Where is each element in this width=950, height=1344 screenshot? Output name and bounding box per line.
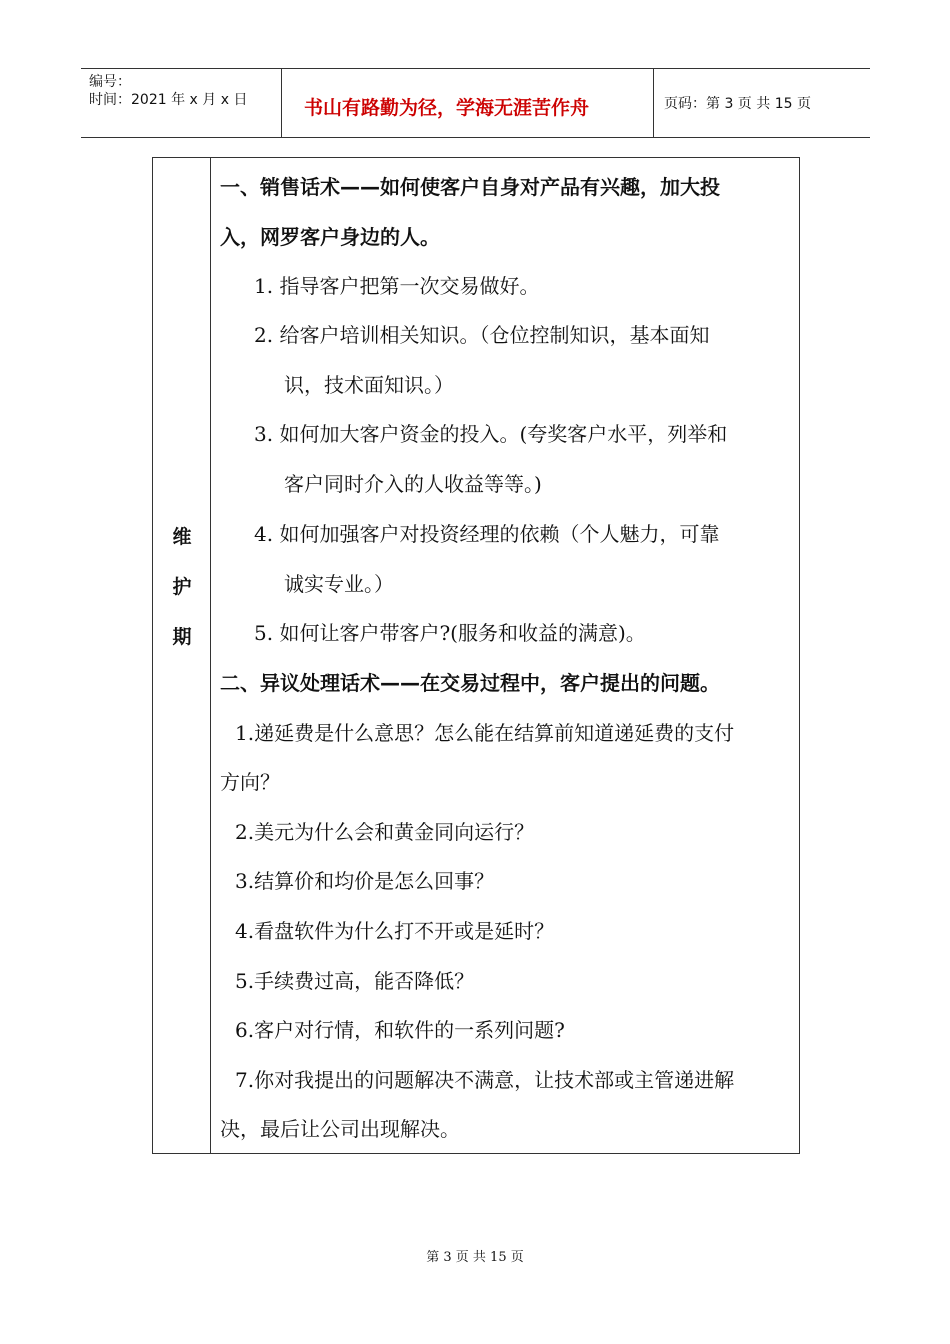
header-meta	[81, 69, 281, 137]
phase-char-3: 期	[172, 626, 192, 648]
list-item: 5. 如何让客户带客户?(服务和收益的满意)。	[254, 621, 646, 645]
section-2-title: 二、异议处理话术——在交易过程中，客户提出的问题。	[220, 671, 720, 695]
list-item: 2. 给客户培训相关知识。（仓位控制知识，基本面知	[254, 323, 710, 347]
time-label: 时间：2021 年 x 月 x 日	[89, 92, 248, 108]
list-item-cont: 诚实专业。）	[284, 572, 394, 596]
content-table	[152, 157, 800, 1154]
page-header	[81, 68, 870, 138]
phase-column	[153, 158, 211, 1153]
list-item: 4. 如何加强客户对投资经理的依赖（个人魅力，可靠	[254, 522, 720, 546]
phase-char-1: 维	[172, 526, 192, 548]
list-item: 3. 如何加大客户资金的投入。(夸奖客户水平，列举和	[254, 422, 728, 446]
page-info: 页码：第 3 页 共 15 页	[664, 96, 811, 112]
question: 1.递延费是什么意思？怎么能在结算前知道递延费的支付	[235, 721, 735, 745]
question: 5.手续费过高，能否降低？	[235, 969, 475, 993]
section-1-title-cont: 入，网罗客户身边的人。	[220, 225, 440, 249]
question: 2.美元为什么会和黄金同向运行？	[235, 820, 535, 844]
list-item: 1. 指导客户把第一次交易做好。	[254, 274, 540, 298]
phase-char-2: 护	[172, 576, 192, 598]
question: 3.结算价和均价是怎么回事？	[235, 869, 495, 893]
section-1-title: 一、销售话术——如何使客户自身对产品有兴趣，加大投	[220, 175, 720, 199]
header-motto-cell	[281, 69, 654, 137]
id-label: 编号：	[89, 74, 131, 90]
motto: 书山有路勤为径，学海无涯苦作舟	[304, 97, 590, 119]
list-item-cont: 识，技术面知识。）	[284, 373, 454, 397]
question-cont: 决，最后让公司出现解决。	[220, 1117, 460, 1141]
header-page-cell	[654, 69, 870, 137]
question: 6.客户对行情，和软件的一系列问题?	[235, 1018, 565, 1042]
question: 7.你对我提出的问题解决不满意，让技术部或主管递进解	[235, 1068, 735, 1092]
list-item-cont: 客户同时介入的人收益等等。)	[284, 472, 542, 496]
page-footer: 第 3 页 共 15 页	[426, 1250, 524, 1265]
question: 4.看盘软件为什么打不开或是延时？	[235, 919, 555, 943]
question-cont: 方向？	[220, 770, 280, 794]
